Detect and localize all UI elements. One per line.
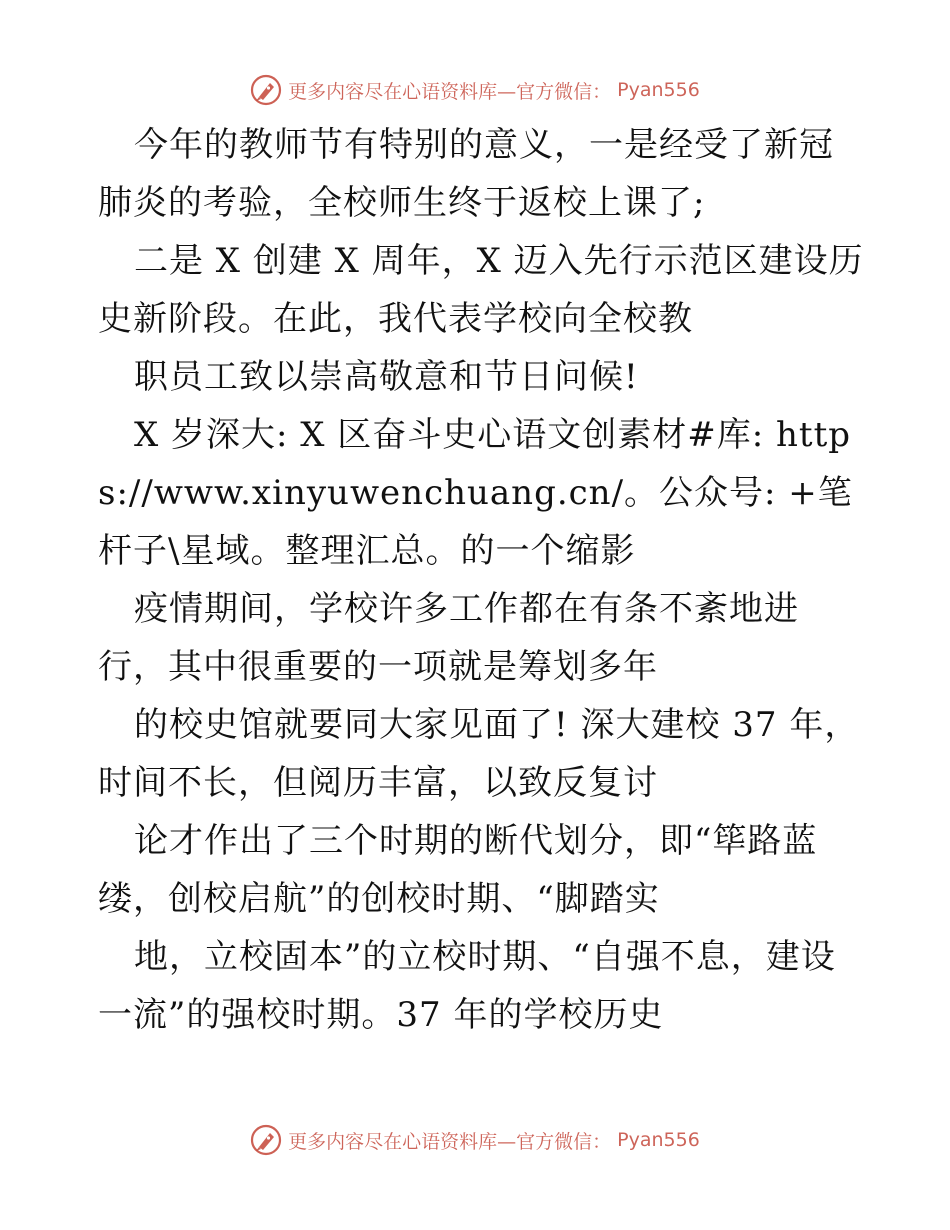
- paragraph: 论才作出了三个时期的断代划分，即“筚路蓝缕，创校启航”的创校时期、“脚踏实: [98, 821, 818, 919]
- paragraph: 今年的教师节有特别的意义，一是经受了新冠肺炎的考验，全校师生终于返校上课了;: [98, 125, 834, 223]
- header-banner-content: [250, 74, 700, 106]
- footer-banner-content: [250, 1124, 700, 1156]
- paragraph: 的校史馆就要同大家见面了! 深大建校 37 年，时间不长，但阅历丰富，以致反复讨: [98, 705, 860, 803]
- document-body: [98, 116, 868, 1044]
- paragraph: 二是 X 创建 X 周年，X 迈入先行示范区建设历史新阶段。在此，我代表学校向全校教: [98, 241, 864, 339]
- paragraph: X 岁深大: X 区奋斗史心语文创素材#库: https://www.xinyuwenchuang.cn/。公众号: +笔杆子\星域。整理汇总。的一个缩影: [98, 415, 853, 571]
- footer-banner-wechat-id: Pyan556: [617, 1129, 700, 1151]
- pen-nib-icon: [250, 74, 282, 106]
- paragraph: 职员工致以崇高敬意和节日问候!: [134, 357, 639, 397]
- header-banner-text: 更多内容尽在心语资料库—官方微信：: [288, 80, 612, 103]
- paragraph: 疫情期间，学校许多工作都在有条不紊地进行，其中很重要的一项就是筹划多年: [98, 589, 799, 687]
- header-banner-wechat-id: Pyan556: [617, 79, 700, 101]
- paragraph: 地，立校固本”的立校时期、“自强不息，建设一流”的强校时期。37 年的学校历史: [98, 937, 836, 1035]
- footer-banner-text: 更多内容尽在心语资料库—官方微信：: [288, 1130, 612, 1153]
- header-banner: [0, 70, 950, 110]
- pen-nib-icon: [250, 1124, 282, 1156]
- footer-banner: [0, 1120, 950, 1160]
